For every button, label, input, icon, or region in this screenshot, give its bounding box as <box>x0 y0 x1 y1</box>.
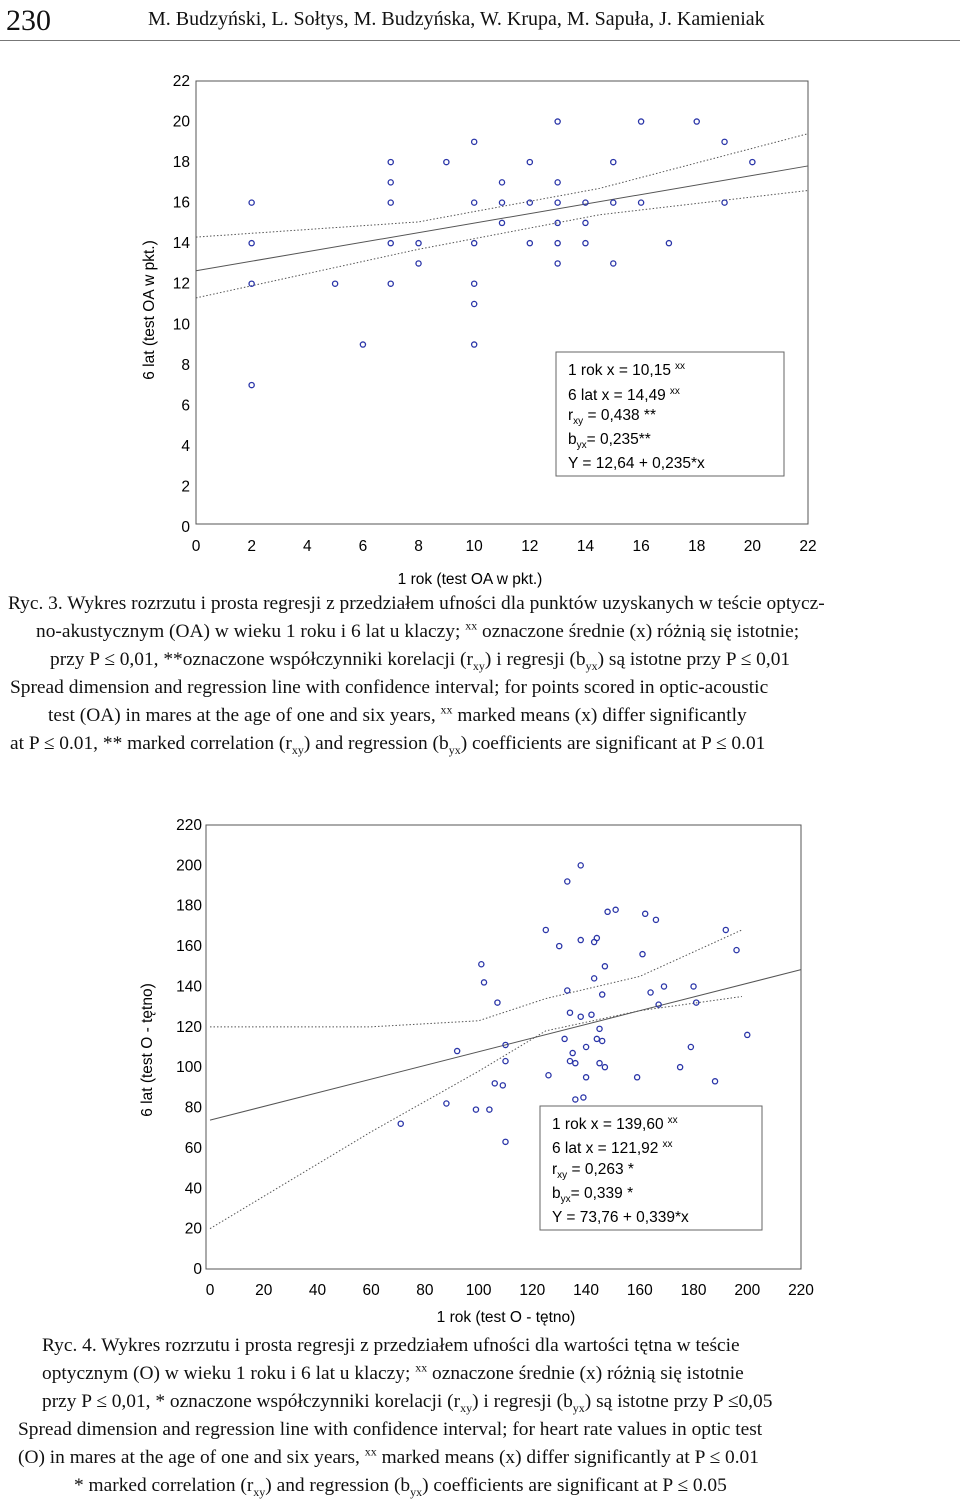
legend-line-5: Y = 12,64 + 0,235*x <box>568 455 705 472</box>
y-tick-label: 14 <box>172 235 190 253</box>
legend-line-5: Y = 73,76 + 0,339*x <box>552 1209 689 1226</box>
y-tick-label: 10 <box>172 316 190 334</box>
figure-caption-3 <box>8 590 952 758</box>
data-point <box>388 281 393 286</box>
data-point <box>734 948 739 953</box>
data-point <box>638 119 643 124</box>
y-tick-label: 40 <box>184 1180 202 1198</box>
data-point <box>492 1081 497 1086</box>
data-points <box>398 863 750 1145</box>
data-point <box>712 1079 717 1084</box>
data-point <box>495 1000 500 1005</box>
regression-line <box>210 970 801 1121</box>
y-tick-label: 4 <box>181 437 190 455</box>
data-point <box>249 200 254 205</box>
data-point <box>611 200 616 205</box>
x-ticks <box>206 1282 815 1299</box>
authors-line: M. Budzyński, L. Sołtys, M. Budzyńska, W. Krupa, M. Sapuła, J. Kamieniak <box>148 8 765 30</box>
data-point <box>653 917 658 922</box>
data-point <box>578 937 583 942</box>
data-point <box>444 159 449 164</box>
data-point <box>500 1083 505 1088</box>
data-point <box>398 1121 403 1126</box>
caption-line: przy P ≤ 0,01, **oznaczone współczynniki korelacji $(r_{xy})$ i regresji $(b_{yx})$ są istotne przy P ≤ 0,01 <box>50 649 791 673</box>
data-point <box>578 863 583 868</box>
y-tick-label: 200 <box>176 857 202 875</box>
data-point <box>555 200 560 205</box>
x-tick-label: 10 <box>465 538 483 555</box>
y-tick-label: 2 <box>181 478 190 496</box>
x-tick-label: 120 <box>519 1282 546 1299</box>
data-point <box>602 964 607 969</box>
y-axis-label: 6 lat (test O - tętno) <box>139 983 156 1117</box>
x-tick-label: 40 <box>308 1282 327 1299</box>
data-point <box>611 159 616 164</box>
data-point <box>388 180 393 185</box>
data-point <box>527 159 532 164</box>
data-point <box>578 1014 583 1019</box>
y-tick-label: 0 <box>181 519 190 536</box>
caption-line: at P ≤ 0.01, ** marked correlation $(r_{xy})$ and regression $(b_{yx})$ coefficients are significant at P ≤ 0.01 <box>10 733 766 757</box>
data-point <box>479 962 484 967</box>
data-point <box>360 342 365 347</box>
page-header <box>0 0 960 41</box>
x-tick-label: 16 <box>632 538 650 555</box>
data-point <box>503 1059 508 1064</box>
x-tick-label: 20 <box>255 1282 273 1299</box>
y-tick-label: 12 <box>172 275 190 293</box>
data-point <box>444 1101 449 1106</box>
data-point <box>472 200 477 205</box>
y-tick-label: 220 <box>176 817 202 834</box>
data-points <box>249 119 755 388</box>
stats-legend <box>540 1106 762 1230</box>
x-tick-label: 180 <box>680 1282 707 1299</box>
data-point <box>602 1065 607 1070</box>
data-point <box>555 119 560 124</box>
x-tick-label: 0 <box>191 538 201 555</box>
data-point <box>600 1038 605 1043</box>
data-point <box>499 180 504 185</box>
data-point <box>613 907 618 912</box>
caption-line: przy P ≤ 0,01, * oznaczone współczynniki korelacji $(r_{xy})$ i regresji $(b_{yx})$ są istotne przy P ≤0,05 <box>42 1391 773 1415</box>
data-point <box>691 984 696 989</box>
y-tick-label: 20 <box>184 1220 202 1238</box>
legend-line-1: 1 rok x = 139,60 $^{xx}$ <box>552 1115 678 1133</box>
x-tick-label: 200 <box>734 1282 761 1299</box>
x-tick-label: 2 <box>247 538 256 555</box>
y-ticks <box>173 73 191 536</box>
data-point <box>546 1073 551 1078</box>
data-point <box>638 200 643 205</box>
data-point <box>332 281 337 286</box>
y-tick-label: 0 <box>193 1261 202 1278</box>
legend-line-1: 1 rok x = 10,15 $^{xx}$ <box>568 361 685 379</box>
caption-line: Spread dimension and regression line with confidence interval; for points scored in optic-acoustic <box>10 677 769 698</box>
data-point <box>600 992 605 997</box>
data-point <box>722 139 727 144</box>
x-tick-label: 160 <box>626 1282 653 1299</box>
data-point <box>481 980 486 985</box>
x-tick-label: 22 <box>799 538 817 555</box>
y-tick-label: 180 <box>176 897 202 915</box>
data-point <box>688 1044 693 1049</box>
data-point <box>555 241 560 246</box>
confidence-upper <box>210 930 742 1027</box>
data-point <box>388 241 393 246</box>
data-point <box>678 1065 683 1070</box>
x-tick-label: 80 <box>416 1282 434 1299</box>
data-point <box>597 1026 602 1031</box>
confidence-lower <box>196 190 808 297</box>
scatter-chart-o <box>0 810 960 1335</box>
data-point <box>249 241 254 246</box>
y-tick-label: 80 <box>184 1099 202 1117</box>
x-tick-label: 8 <box>414 538 423 555</box>
data-point <box>640 952 645 957</box>
data-point <box>555 261 560 266</box>
data-point <box>567 1010 572 1015</box>
data-point <box>565 988 570 993</box>
data-point <box>573 1061 578 1066</box>
data-point <box>573 1097 578 1102</box>
legend-line-4: $b_{yx}= 0,235**$ <box>568 431 651 451</box>
data-point <box>592 976 597 981</box>
x-axis-label: 1 rok (test OA w pkt.) <box>397 571 543 588</box>
data-point <box>594 935 599 940</box>
data-point <box>527 241 532 246</box>
data-point <box>597 1061 602 1066</box>
regression-line <box>196 166 808 271</box>
data-point <box>557 943 562 948</box>
legend-line-4: $b_{yx}= 0,339$ * <box>552 1185 634 1205</box>
x-tick-label: 60 <box>362 1282 380 1299</box>
x-tick-label: 14 <box>576 538 595 555</box>
x-tick-label: 0 <box>205 1282 215 1299</box>
caption-line: (O) in mares at the age of one and six years, $^{xx}$ marked means (x) differ significantly at P ≤ 0.01 <box>18 1444 759 1468</box>
data-point <box>589 1012 594 1017</box>
data-point <box>503 1139 508 1144</box>
data-point <box>605 909 610 914</box>
data-point <box>656 1002 661 1007</box>
data-point <box>388 200 393 205</box>
data-point <box>562 1036 567 1041</box>
data-point <box>388 159 393 164</box>
y-tick-label: 140 <box>176 978 202 996</box>
y-tick-label: 160 <box>176 938 202 956</box>
x-axis-label: 1 rok (test O - tętno) <box>436 1309 576 1326</box>
data-point <box>487 1107 492 1112</box>
y-tick-label: 100 <box>176 1059 202 1077</box>
caption-line: no-akustycznym (OA) w wieku 1 roku i 6 lat u klaczy; $^{xx}$ oznaczone średnie (x) różnią się istotnie; <box>36 618 800 642</box>
x-tick-label: 12 <box>521 538 539 555</box>
data-point <box>472 281 477 286</box>
data-point <box>648 990 653 995</box>
data-point <box>694 119 699 124</box>
caption-line: Ryc. 4. Wykres rozrzutu i prosta regresji z przedziałem ufności dla wartości tętna w teście <box>42 1335 740 1356</box>
caption-line: test (OA) in mares at the age of one and six years, $^{xx}$ marked means (x) differ significantly <box>48 702 747 726</box>
data-point <box>565 879 570 884</box>
data-point <box>583 220 588 225</box>
x-tick-label: 18 <box>688 538 706 555</box>
data-point <box>499 200 504 205</box>
data-point <box>594 1036 599 1041</box>
y-tick-label: 6 <box>181 397 190 415</box>
data-point <box>416 241 421 246</box>
data-point <box>723 927 728 932</box>
caption-line: * marked correlation $(r_{xy})$ and regression $(b_{yx})$ coefficients are significant at P ≤ 0.05 <box>74 1475 727 1499</box>
data-point <box>611 261 616 266</box>
stats-legend <box>556 352 784 476</box>
data-point <box>583 241 588 246</box>
caption-line: Spread dimension and regression line with confidence interval; for heart rate values in optic test <box>18 1419 763 1440</box>
data-point <box>750 159 755 164</box>
legend-line-3: $r_{xy} = 0,438$ ** <box>568 407 656 427</box>
x-tick-label: 4 <box>302 538 312 555</box>
data-point <box>666 241 671 246</box>
legend-line-2: 6 lat x = 121,92 $^{xx}$ <box>552 1139 673 1157</box>
data-point <box>555 180 560 185</box>
y-tick-label: 22 <box>172 73 190 90</box>
y-tick-label: 120 <box>176 1018 202 1036</box>
x-tick-label: 100 <box>465 1282 492 1299</box>
data-point <box>472 241 477 246</box>
data-point <box>643 911 648 916</box>
data-point <box>745 1032 750 1037</box>
legend-line-3: $r_{xy} = 0,263$ * <box>552 1161 634 1181</box>
scatter-chart-oa <box>0 64 960 590</box>
page-number: 230 <box>6 4 51 37</box>
data-point <box>570 1050 575 1055</box>
confidence-band <box>196 134 808 298</box>
y-tick-label: 16 <box>172 194 190 212</box>
data-point <box>583 1075 588 1080</box>
data-point <box>583 1044 588 1049</box>
caption-line: optycznym (O) w wieku 1 roku i 6 lat u klaczy; $^{xx}$ oznaczone średnie (x) różnią się istotnie <box>42 1360 744 1384</box>
y-ticks <box>176 817 202 1278</box>
data-point <box>249 382 254 387</box>
x-tick-label: 6 <box>358 538 368 555</box>
data-point <box>416 261 421 266</box>
y-axis-label: 6 lat (test OA w pkt.) <box>141 240 158 380</box>
y-tick-label: 60 <box>184 1139 202 1157</box>
data-point <box>472 342 477 347</box>
caption-line: Ryc. 3. Wykres rozrzutu i prosta regresji z przedziałem ufności dla punktów uzyskanych w teście optycz- <box>8 593 825 614</box>
y-tick-label: 20 <box>172 113 190 131</box>
figure-caption-4 <box>8 1332 952 1500</box>
legend-line-2: 6 lat x = 14,49 $^{xx}$ <box>568 386 680 404</box>
data-point <box>472 139 477 144</box>
data-point <box>543 927 548 932</box>
data-point <box>722 200 727 205</box>
y-tick-label: 18 <box>172 154 190 172</box>
data-point <box>473 1107 478 1112</box>
x-tick-label: 20 <box>743 538 761 555</box>
data-point <box>567 1059 572 1064</box>
x-tick-label: 220 <box>788 1282 814 1299</box>
data-point <box>499 220 504 225</box>
data-point <box>472 301 477 306</box>
x-ticks <box>192 538 817 555</box>
x-tick-label: 140 <box>573 1282 600 1299</box>
data-point <box>581 1095 586 1100</box>
data-point <box>635 1075 640 1080</box>
data-point <box>455 1048 460 1053</box>
y-tick-label: 8 <box>181 356 190 374</box>
data-point <box>661 984 666 989</box>
